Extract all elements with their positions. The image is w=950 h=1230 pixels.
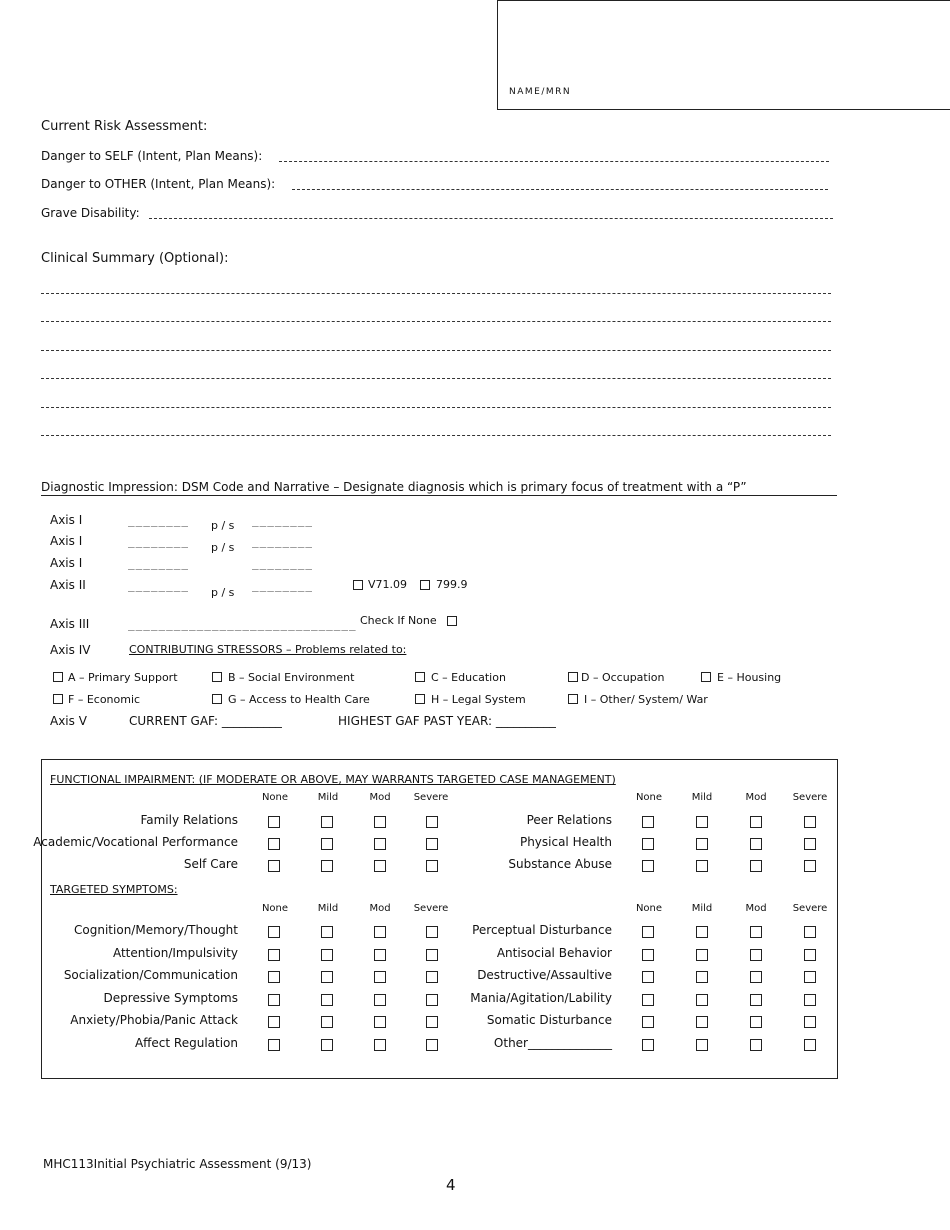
stressor-checkbox[interactable] <box>415 694 425 704</box>
rating-checkbox[interactable] <box>804 949 816 961</box>
clinical-summary-line[interactable] <box>41 350 831 351</box>
rating-row-label: Physical Health <box>519 835 612 849</box>
rating-checkbox[interactable] <box>374 971 386 983</box>
rating-checkbox[interactable] <box>642 1016 654 1028</box>
rating-checkbox[interactable] <box>268 816 280 828</box>
level-header: Mild <box>691 903 713 914</box>
rating-row-label: Mania/Agitation/Lability <box>470 990 612 1005</box>
rating-checkbox[interactable] <box>268 838 280 850</box>
stressor-label: B – Social Environment <box>228 671 355 684</box>
level-header: None <box>635 903 663 914</box>
rating-checkbox[interactable] <box>374 838 386 850</box>
rating-checkbox[interactable] <box>268 926 280 938</box>
level-header: Mild <box>317 903 339 914</box>
rating-row-label: Peer Relations <box>526 813 612 827</box>
level-header: Mod <box>745 903 767 914</box>
clinical-summary-title: Clinical Summary (Optional): <box>41 251 229 266</box>
level-header: Severe <box>413 903 449 914</box>
rating-checkbox[interactable] <box>374 926 386 938</box>
stressor-checkbox[interactable] <box>701 672 711 682</box>
level-header: Mild <box>691 792 713 803</box>
rating-row-label: Cognition/Memory/Thought <box>74 923 238 937</box>
stressor-checkbox[interactable] <box>53 694 63 704</box>
level-header: Mod <box>745 792 767 803</box>
rating-row-label: Family Relations <box>140 813 238 827</box>
rating-checkbox[interactable] <box>426 838 438 850</box>
stressor-checkbox[interactable] <box>212 672 222 682</box>
rating-row-label: Antisocial Behavior <box>496 945 612 960</box>
level-header: Severe <box>413 792 449 803</box>
danger-other-label: Danger to OTHER (Intent, Plan Means): <box>41 177 276 191</box>
rating-checkbox[interactable] <box>750 860 762 872</box>
clinical-summary-line[interactable] <box>41 435 831 436</box>
rating-checkbox[interactable] <box>804 1016 816 1028</box>
rating-checkbox[interactable] <box>374 1039 386 1051</box>
axis1-code-field[interactable]: ________ <box>128 557 189 570</box>
highest-gaf-field[interactable]: HIGHEST GAF PAST YEAR: __________ <box>338 714 556 728</box>
rating-checkbox[interactable] <box>374 1016 386 1028</box>
799-label: 799.9 <box>436 578 468 591</box>
axis3-field[interactable]: ______________________________ <box>128 618 357 631</box>
rating-row-label: Destructive/Assaultive <box>477 968 612 982</box>
axis1-code-field[interactable]: ________ <box>128 535 189 548</box>
rating-checkbox[interactable] <box>696 926 708 938</box>
level-header: None <box>261 792 289 803</box>
rating-row-label: Socialization/Communication <box>63 968 238 982</box>
stressor-checkbox[interactable] <box>415 672 425 682</box>
rating-checkbox[interactable] <box>321 838 333 850</box>
rating-row-label: Depressive Symptoms <box>103 990 238 1005</box>
axis-label: Axis III <box>50 617 90 631</box>
rating-checkbox[interactable] <box>750 1039 762 1051</box>
risk-title: Current Risk Assessment: <box>41 119 208 134</box>
rating-checkbox[interactable] <box>374 949 386 961</box>
clinical-summary-line[interactable] <box>41 378 831 379</box>
level-header: None <box>635 792 663 803</box>
clinical-summary-line[interactable] <box>41 321 831 322</box>
rating-checkbox[interactable] <box>321 994 333 1006</box>
axis1-narrative-field[interactable]: ________ <box>252 557 313 570</box>
functional-impairment-box <box>33 759 838 1079</box>
rating-checkbox[interactable] <box>804 816 816 828</box>
axis1-narrative-field[interactable]: ________ <box>252 535 313 548</box>
rating-checkbox[interactable] <box>696 971 708 983</box>
functional-title: FUNCTIONAL IMPAIRMENT: (IF MODERATE OR ABOVE, MAY WARRANTS TARGETED CASE MANAGEMENT) <box>50 773 616 786</box>
rating-checkbox[interactable] <box>804 838 816 850</box>
primary-secondary-label: p / s <box>211 541 235 554</box>
axis2-narrative-field[interactable]: ________ <box>252 579 313 592</box>
check-if-none-label: Check If None <box>360 614 437 627</box>
rating-checkbox[interactable] <box>321 1016 333 1028</box>
rating-checkbox[interactable] <box>268 971 280 983</box>
rating-checkbox[interactable] <box>696 1016 708 1028</box>
axis-label: Axis V <box>50 714 87 728</box>
axis-label: Axis I <box>50 556 83 570</box>
rating-checkbox[interactable] <box>321 860 333 872</box>
danger-other-field[interactable] <box>292 189 828 190</box>
stressor-label: F – Economic <box>68 693 141 706</box>
rating-checkbox[interactable] <box>374 860 386 872</box>
level-header: Severe <box>792 792 828 803</box>
name-mrn-box <box>497 0 950 110</box>
axis1-narrative-field[interactable]: ________ <box>252 514 313 527</box>
rating-checkbox[interactable] <box>696 949 708 961</box>
rating-checkbox[interactable] <box>268 949 280 961</box>
current-gaf-field[interactable]: CURRENT GAF: __________ <box>129 714 282 728</box>
stressor-label: I – Other/ System/ War <box>584 693 708 706</box>
rating-checkbox[interactable] <box>426 1039 438 1051</box>
check-if-none-checkbox[interactable] <box>447 616 457 626</box>
danger-self-field[interactable] <box>279 161 829 162</box>
level-header: Mild <box>317 792 339 803</box>
rating-checkbox[interactable] <box>426 971 438 983</box>
rating-checkbox[interactable] <box>426 926 438 938</box>
level-header: Mod <box>369 903 391 914</box>
rating-checkbox[interactable] <box>642 926 654 938</box>
stressor-label: H – Legal System <box>431 693 526 706</box>
rating-checkbox[interactable] <box>321 816 333 828</box>
page-number: 4 <box>446 1176 456 1194</box>
axis-label: Axis IV <box>50 643 91 657</box>
rating-checkbox[interactable] <box>642 971 654 983</box>
rating-checkbox[interactable] <box>750 838 762 850</box>
grave-disability-field[interactable] <box>149 218 833 219</box>
rating-row-label: Perceptual Disturbance <box>472 923 612 937</box>
rating-checkbox[interactable] <box>268 1016 280 1028</box>
axis-label: Axis I <box>50 534 83 548</box>
axis-label: Axis II <box>50 578 86 592</box>
rating-checkbox[interactable] <box>804 860 816 872</box>
rating-checkbox[interactable] <box>321 949 333 961</box>
symptoms-title: TARGETED SYMPTOMS: <box>50 883 178 896</box>
stressor-label: G – Access to Health Care <box>228 693 370 706</box>
level-header: None <box>261 903 289 914</box>
form-id: MHC113Initial Psychiatric Assessment (9/13) <box>43 1157 312 1171</box>
rating-checkbox[interactable] <box>750 994 762 1006</box>
danger-self-label: Danger to SELF (Intent, Plan Means): <box>41 149 263 163</box>
rating-checkbox[interactable] <box>696 860 708 872</box>
axis-label: Axis I <box>50 513 83 527</box>
rating-checkbox[interactable] <box>642 1039 654 1051</box>
rating-row-label: Attention/Impulsivity <box>112 945 238 960</box>
rating-checkbox[interactable] <box>696 816 708 828</box>
rating-checkbox[interactable] <box>804 994 816 1006</box>
rating-checkbox[interactable] <box>321 926 333 938</box>
799-checkbox[interactable] <box>420 580 430 590</box>
rating-checkbox[interactable] <box>642 949 654 961</box>
grave-disability-label: Grave Disability: <box>41 206 140 220</box>
rating-row-label: Affect Regulation <box>134 1035 238 1050</box>
rating-checkbox[interactable] <box>750 816 762 828</box>
rating-row-label: Other______________ <box>493 1035 612 1050</box>
rating-checkbox[interactable] <box>374 994 386 1006</box>
diagnostic-heading: Diagnostic Impression: DSM Code and Narrative – Designate diagnosis which is primary focus of treatment with a “P” <box>41 480 747 494</box>
rating-checkbox[interactable] <box>426 994 438 1006</box>
stressors-title: CONTRIBUTING STRESSORS – Problems related to: <box>129 643 407 656</box>
stressor-label: C – Education <box>431 671 506 684</box>
rating-row-label: Anxiety/Phobia/Panic Attack <box>70 1013 238 1027</box>
axis1-code-field[interactable]: ________ <box>128 514 189 527</box>
primary-secondary-label: p / s <box>211 519 235 532</box>
rating-row-label: Somatic Disturbance <box>486 1013 612 1027</box>
stressor-label: E – Housing <box>717 671 782 684</box>
stressor-checkbox[interactable] <box>53 672 63 682</box>
rating-checkbox[interactable] <box>642 838 654 850</box>
level-header: Mod <box>369 792 391 803</box>
v71-checkbox[interactable] <box>353 580 363 590</box>
rating-row-label: Self Care <box>183 857 238 871</box>
rating-checkbox[interactable] <box>750 971 762 983</box>
rating-checkbox[interactable] <box>804 1039 816 1051</box>
level-header: Severe <box>792 903 828 914</box>
rating-checkbox[interactable] <box>426 949 438 961</box>
clinical-summary-line[interactable] <box>41 407 831 408</box>
rating-checkbox[interactable] <box>750 1016 762 1028</box>
rating-checkbox[interactable] <box>804 971 816 983</box>
primary-secondary-label: p / s <box>211 586 235 599</box>
rating-checkbox[interactable] <box>426 860 438 872</box>
clinical-summary-line[interactable] <box>41 293 831 294</box>
rating-checkbox[interactable] <box>696 994 708 1006</box>
stressor-checkbox[interactable] <box>212 694 222 704</box>
stressor-label: D – Occupation <box>581 671 665 684</box>
stressor-label: A – Primary Support <box>68 671 178 684</box>
rating-checkbox[interactable] <box>750 949 762 961</box>
rating-checkbox[interactable] <box>268 860 280 872</box>
rating-checkbox[interactable] <box>642 816 654 828</box>
stressor-checkbox[interactable] <box>568 672 578 682</box>
rating-checkbox[interactable] <box>642 860 654 872</box>
axis2-code-field[interactable]: ________ <box>128 579 189 592</box>
rating-checkbox[interactable] <box>750 926 762 938</box>
rating-checkbox[interactable] <box>804 926 816 938</box>
diagnostic-heading-rule <box>41 495 837 496</box>
rating-checkbox[interactable] <box>426 816 438 828</box>
rating-checkbox[interactable] <box>696 1039 708 1051</box>
stressor-checkbox[interactable] <box>568 694 578 704</box>
rating-checkbox[interactable] <box>696 838 708 850</box>
rating-row-label: Academic/Vocational Performance <box>33 835 238 849</box>
rating-checkbox[interactable] <box>268 994 280 1006</box>
rating-checkbox[interactable] <box>268 1039 280 1051</box>
rating-checkbox[interactable] <box>321 1039 333 1051</box>
rating-checkbox[interactable] <box>426 1016 438 1028</box>
name-mrn-label: NAME/MRN <box>509 87 572 97</box>
v71-label: V71.09 <box>368 578 408 591</box>
rating-checkbox[interactable] <box>374 816 386 828</box>
rating-checkbox[interactable] <box>642 994 654 1006</box>
rating-row-label: Substance Abuse <box>508 857 612 871</box>
rating-checkbox[interactable] <box>321 971 333 983</box>
